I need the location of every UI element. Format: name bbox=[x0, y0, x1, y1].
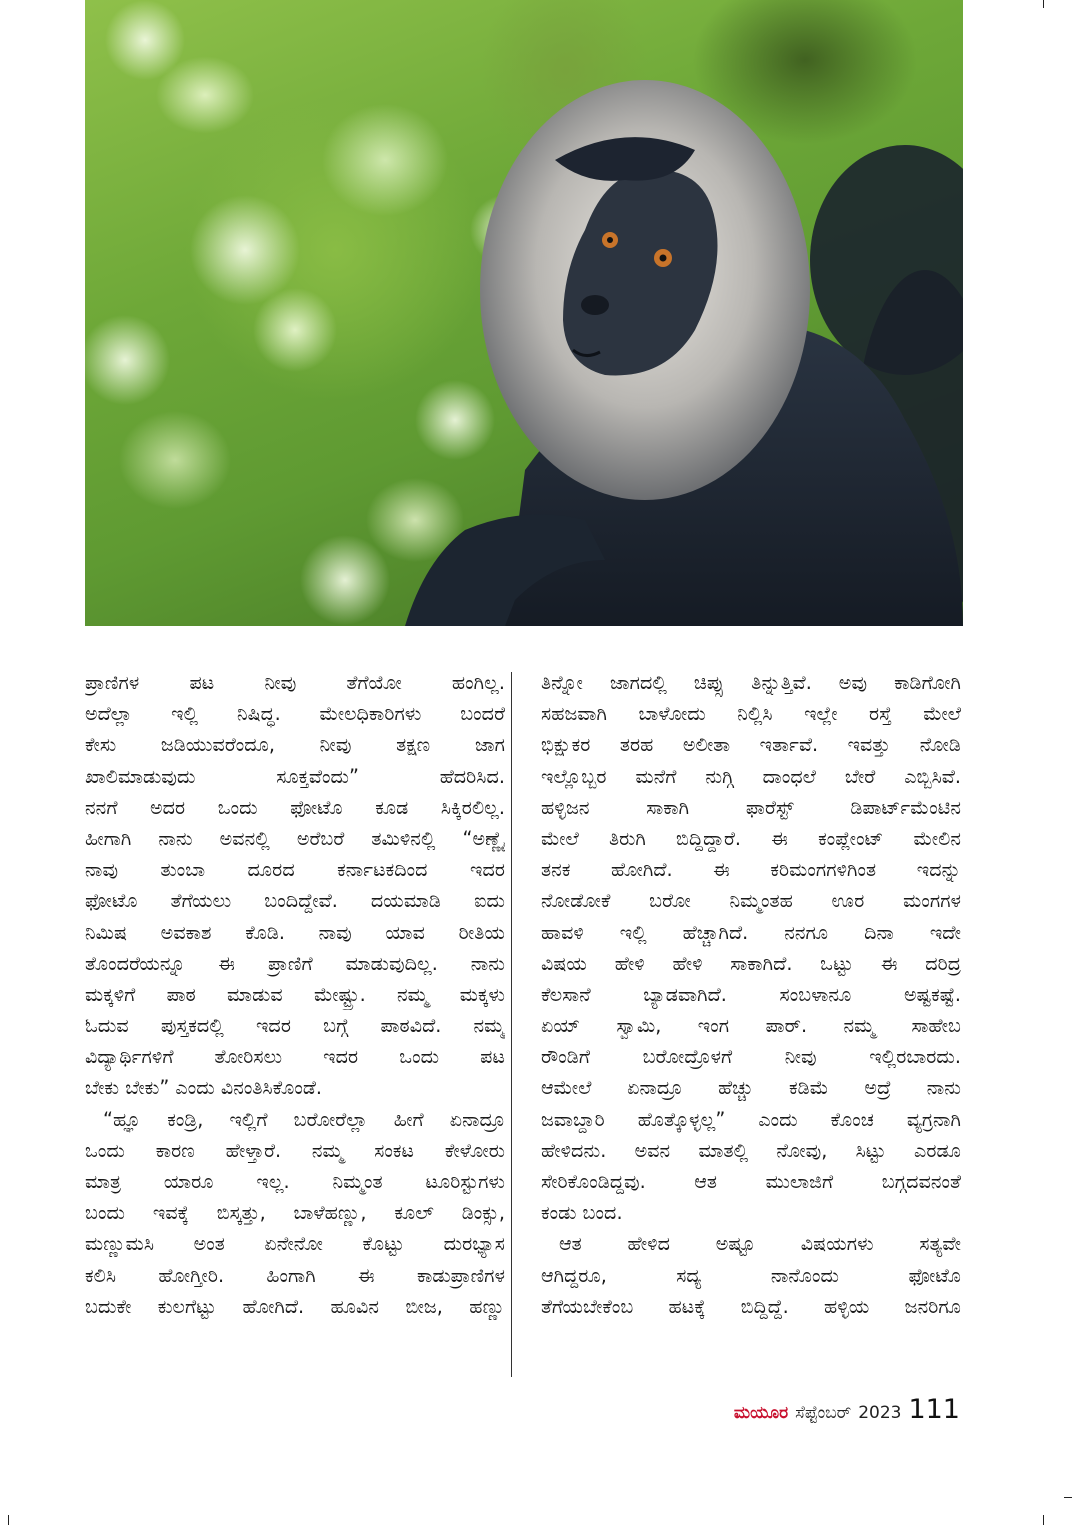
text-line: ಕಂಡು ಬಂದ. bbox=[541, 1201, 623, 1225]
text-line: ಹೀಗಾಗಿ ನಾನು ಅವನಲ್ಲಿ ಅರೆಬರೆ ತಮಿಳಿನಲ್ಲಿ “ಅಣ್ಣೈ bbox=[85, 826, 505, 850]
text-line: ನಿಮಿಷ ಅವಕಾಶ ಕೊಡಿ. ನಾವು ಯಾವ ರೀತಿಯ bbox=[85, 920, 505, 944]
text-line: ಒಂದು ಕಾರಣ ಹೇಳ್ತಾರೆ. ನಮ್ಮ ಸಂಕಟ ಕೇಳೋರು bbox=[85, 1138, 505, 1162]
article-column-right bbox=[541, 667, 961, 1322]
crop-mark-left-bottom bbox=[8, 1515, 9, 1525]
text-line: “ಹ್ಞೂ ಕಂಡ್ರಿ, ಇಲ್ಲಿಗೆ ಬರೋರೆಲ್ಲಾ ಹೀಗೆ ಏನಾದ್ರೂ bbox=[103, 1107, 505, 1131]
page-footer bbox=[734, 1394, 960, 1426]
crop-mark-right-bottom bbox=[1064, 1497, 1072, 1498]
crop-mark-bottom-right bbox=[1043, 1515, 1044, 1525]
text-line: ಸೇರಿಕೊಂಡಿದ್ದವು. ಆತ ಮುಲಾಜಿಗೆ ಬಗ್ಗದವನಂತೆ bbox=[541, 1170, 961, 1193]
column-divider bbox=[511, 672, 512, 1377]
text-line: ನಾವು ತುಂಬಾ ದೂರದ ಕರ್ನಾಟಕದಿಂದ ಇದರ bbox=[85, 858, 505, 882]
text-line: ನನಗೆ ಅದರ ಒಂದು ಫೋಟೊ ಕೂಡ ಸಿಕ್ಕಿರಲಿಲ್ಲ. bbox=[85, 795, 505, 819]
text-line: ಆತ ಹೇಳಿದ ಅಷ್ಟೂ ವಿಷಯಗಳು ಸತ್ಯವೇ bbox=[559, 1232, 961, 1256]
macaque-illustration bbox=[85, 0, 963, 626]
text-line: ಹಾವಳಿ ಇಲ್ಲಿ ಹೆಚ್ಚಾಗಿದೆ. ನನಗೂ ದಿನಾ ಇದೇ bbox=[541, 920, 961, 944]
page-number: 111 bbox=[908, 1394, 960, 1425]
text-line: ವಿದ್ಯಾರ್ಥಿಗಳಿಗೆ ತೋರಿಸಲು ಇದರ ಒಂದು ಪಟ bbox=[85, 1045, 505, 1069]
text-line: ವಿಷಯ ಹೇಳಿ ಹೇಳಿ ಸಾಕಾಗಿದೆ. ಒಟ್ಟು ಈ ದರಿದ್ರ bbox=[541, 951, 961, 975]
text-line: ಜವಾಬ್ದಾರಿ ಹೊತ್ಕೊಳ್ಳಲ್ಲ” ಎಂದು ಕೊಂಚ ವ್ಯಗ್ರನಾಗಿ bbox=[541, 1107, 961, 1131]
text-line: ತನಕ ಹೋಗಿದೆ. ಈ ಕರಿಮಂಗಗಳಿಗಿಂತ ಇದನ್ನು bbox=[541, 858, 961, 882]
text-line: ಸಹಜವಾಗಿ ಬಾಳೋದು ನಿಲ್ಲಿಸಿ ಇಲ್ಲೇ ರಸ್ತೆ ಮೇಲೆ bbox=[541, 702, 961, 726]
issue-month: ಸೆಪ್ಟೆಂಬರ್ bbox=[795, 1403, 852, 1423]
text-line: ಏಯ್ ಸ್ವಾಮಿ, ಇಂಗ ಪಾರ್. ನಮ್ಮ ಸಾಹೇಬ bbox=[541, 1014, 961, 1038]
text-line: ಬಂದು ಇವಕ್ಕೆ ಬಿಸ್ಕತ್ತು, ಬಾಳೆಹಣ್ಣು, ಕೂಲ್ ಡಿಂಕ್ಸು, bbox=[85, 1201, 505, 1225]
text-line: ತೊಂದರೆಯನ್ನೂ ಈ ಪ್ರಾಣಿಗೆ ಮಾಡುವುದಿಲ್ಲ. ನಾನು bbox=[85, 951, 505, 975]
text-line: ಕೆಲಸಾನೆ ಬ್ಯಾಡವಾಗಿದೆ. ಸಂಬಳಾನೂ ಅಷ್ಟಕಷ್ಟೆ. bbox=[541, 982, 961, 1006]
text-line: ರೌಂಡಿಗೆ ಬರೋದ್ರೊಳಗೆ ನೀವು ಇಲ್ಲಿರಬಾರದು. bbox=[541, 1045, 961, 1069]
text-line: ತಿನ್ನೋ ಜಾಗದಲ್ಲಿ ಚಿಪ್ಸು ತಿನ್ನುತ್ತಿವೆ. ಅವು ಕಾಡಿಗೋಗಿ bbox=[541, 671, 961, 694]
text-line: ಹಳ್ಳಿಜನ ಸಾಕಾಗಿ ಫಾರೆಸ್ಟ್ ಡಿಪಾರ್ಟ್‌ಮೆಂಟಿನ bbox=[541, 795, 961, 819]
text-line: ಬೇಕು ಬೇಕು” ಎಂದು ವಿನಂತಿಸಿಕೊಂಡೆ. bbox=[85, 1076, 322, 1100]
article-column-left bbox=[85, 667, 505, 1322]
text-line: ಹೇಳಿದನು. ಅವನ ಮಾತಲ್ಲಿ ನೋವು, ಸಿಟ್ಟು ಎರಡೂ bbox=[541, 1138, 961, 1162]
text-line: ಇಲ್ಲೊಬ್ಬರ ಮನೆಗೆ ನುಗ್ಗಿ ದಾಂಧಲೆ ಬೇರೆ ಎಬ್ಬಿಸಿವೆ. bbox=[541, 764, 961, 788]
text-line: ಮಕ್ಕಳಿಗೆ ಪಾಠ ಮಾಡುವ ಮೇಷ್ಟ್ರು. ನಮ್ಮ ಮಕ್ಕಳು bbox=[85, 982, 505, 1006]
text-line: ಮಣ್ಣುಮಸಿ ಅಂತ ಏನೇನೋ ಕೊಟ್ಟು ದುರಭ್ಯಾಸ bbox=[85, 1232, 505, 1256]
text-line: ಕಲಿಸಿ ಹೋಗ್ತೀರಿ. ಹಿಂಗಾಗಿ ಈ ಕಾಡುಪ್ರಾಣಿಗಳ bbox=[85, 1263, 505, 1287]
text-line: ಭಿಕ್ಷುಕರ ತರಹ ಅಲೀತಾ ಇರ್ತಾವೆ. ಇವತ್ತು ನೋಡಿ bbox=[541, 733, 961, 757]
text-line: ತೆಗೆಯಬೇಕೆಂಬ ಹಟಕ್ಕೆ ಬಿದ್ದಿದ್ದೆ. ಹಳ್ಳಿಯ ಜನರಿಗೂ bbox=[541, 1294, 961, 1318]
text-line: ಬದುಕೇ ಕುಲಗೆಟ್ಟು ಹೋಗಿದೆ. ಹೂವಿನ ಬೀಜ, ಹಣ್ಣು bbox=[85, 1294, 505, 1318]
text-line: ಅದೆಲ್ಲಾ ಇಲ್ಲಿ ನಿಷಿದ್ಧ. ಮೇಲಧಿಕಾರಿಗಳು ಬಂದರೆ bbox=[85, 702, 505, 726]
magazine-name: ಮಯೂರ bbox=[733, 1403, 789, 1423]
text-line: ಮಾತ್ರ ಯಾರೂ ಇಲ್ಲ. ನಿಮ್ಮಂತ ಟೂರಿಸ್ಟುಗಳು bbox=[85, 1170, 505, 1193]
text-line: ಆಗಿದ್ದರೂ, ಸದ್ಯ ನಾನೊಂದು ಫೋಟೊ bbox=[541, 1263, 961, 1287]
text-line: ಓದುವ ಪುಸ್ತಕದಲ್ಲಿ ಇದರ ಬಗ್ಗೆ ಪಾಠವಿದೆ. ನಮ್ಮ bbox=[85, 1014, 505, 1038]
text-line: ಮೇಲೆ ತಿರುಗಿ ಬಿದ್ದಿದ್ದಾರೆ. ಈ ಕಂಪ್ಲೇಂಟ್ ಮೇಲಿನ bbox=[541, 826, 961, 850]
text-line: ಖಾಲಿಮಾಡುವುದು ಸೂಕ್ತವೆಂದು” ಹೆದರಿಸಿದ. bbox=[85, 764, 505, 788]
text-line: ಆಮೇಲೆ ಏನಾದ್ರೂ ಹೆಚ್ಚು ಕಡಿಮೆ ಅದ್ರೆ ನಾನು bbox=[541, 1076, 961, 1100]
text-line: ನೋಡೋಕೆ ಬರೋ ನಿಮ್ಮಂತಹ ಊರ ಮಂಗಗಳ bbox=[541, 889, 961, 913]
issue-year: 2023 bbox=[858, 1403, 902, 1423]
text-line: ಕೇಸು ಜಡಿಯುವರೆಂದೂ, ನೀವು ತಕ್ಷಣ ಜಾಗ bbox=[85, 733, 505, 757]
text-line: ಪ್ರಾಣಿಗಳ ಪಟ ನೀವು ತೆಗೆಯೋ ಹಂಗಿಲ್ಲ. bbox=[85, 671, 505, 694]
crop-mark-top-right bbox=[1043, 0, 1044, 8]
text-line: ಫೋಟೊ ತೆಗೆಯಲು ಬಂದಿದ್ದೇವೆ. ದಯಮಾಡಿ ಐದು bbox=[85, 889, 505, 913]
macaque-photo bbox=[85, 0, 963, 626]
